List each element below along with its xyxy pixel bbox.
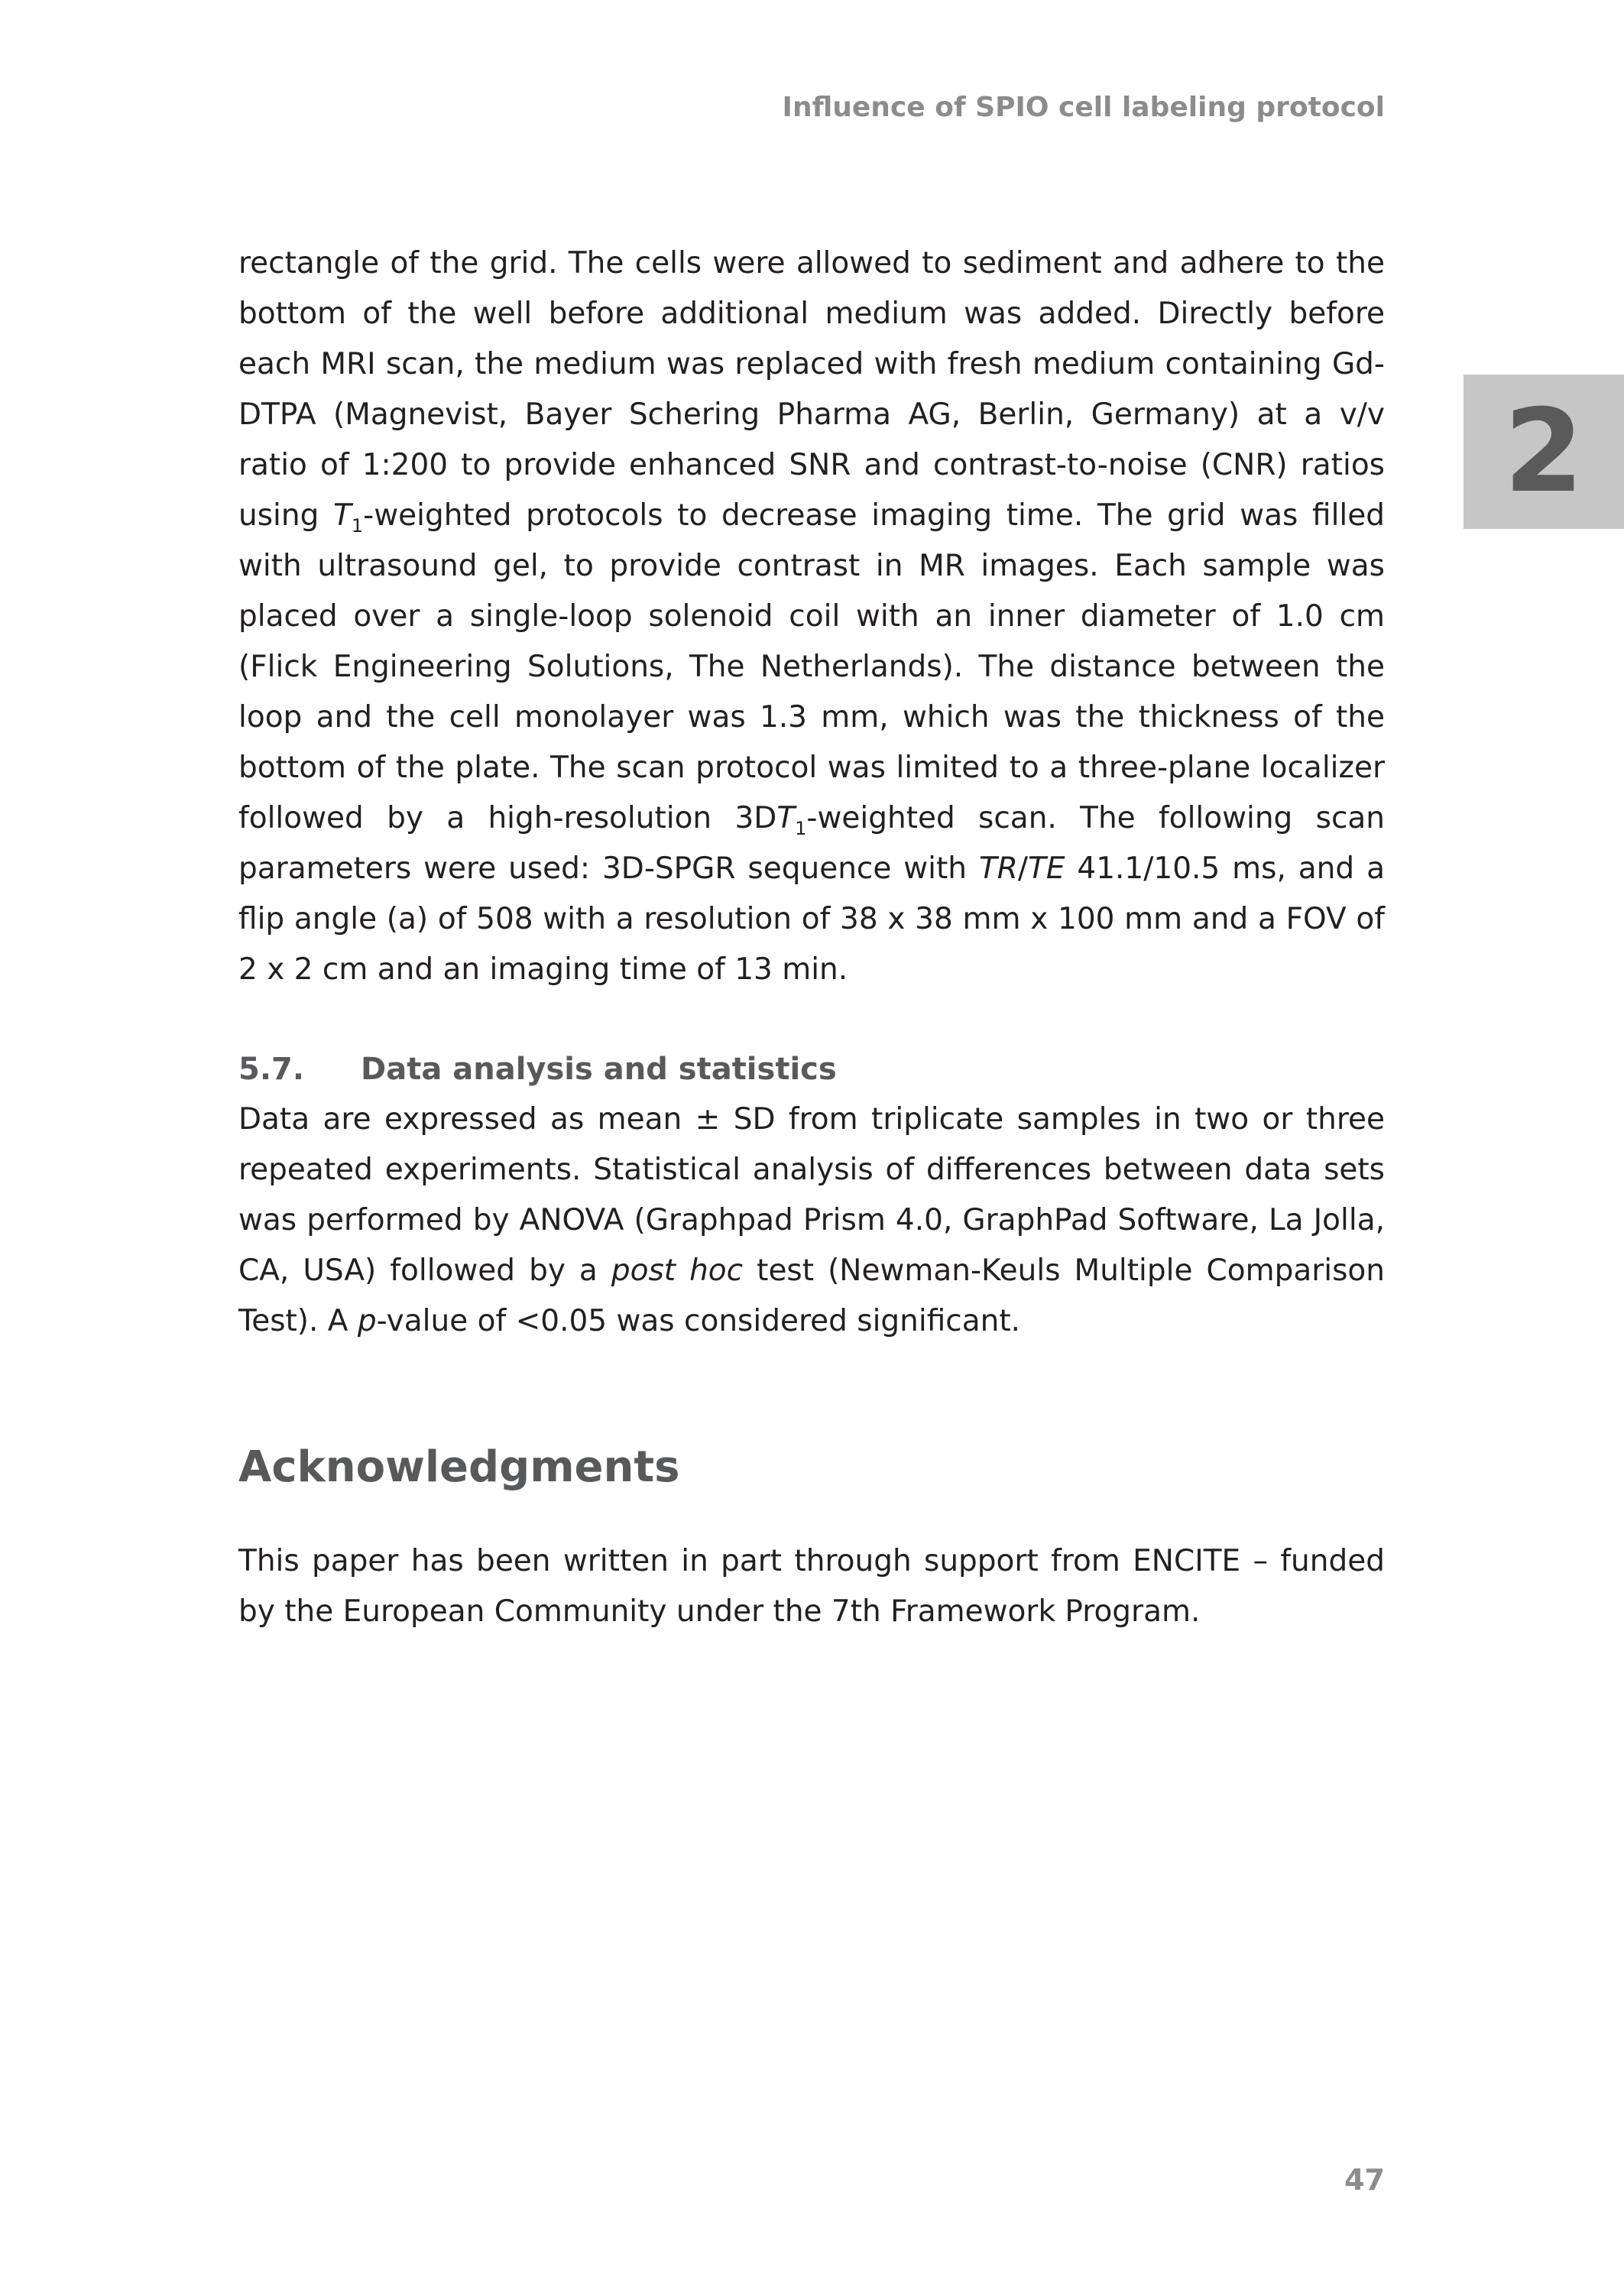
text-segment: Data are expressed as mean ± SD from triplicate samples in two or three repeated experiments. Statistical analysis of differences between data sets was performed by ANOVA (Graphpad Prism 4.0, GraphPad Software, La Jolla, CA, USA) followed by a [238, 1102, 1385, 1288]
text-segment: test (Newman-Keuls Multiple Comparison Test). A [238, 1254, 1385, 1338]
slash: / [1017, 851, 1029, 886]
acknowledgments-paragraph: This paper has been written in part through support from ENCITE – funded by the European Community under the 7th Framework Program. [238, 1544, 1385, 1629]
statistics-paragraph [238, 1095, 1385, 1347]
text-segment: rectangle of the grid. The cells were allowed to sediment and adhere to the bottom of the well before additional medium was added. Directly before each MRI scan, the medium was replaced with fresh medium containing Gd-DTPA (Magnevist, Bayer Schering Pharma AG, Berlin, Germany) at a v/v ratio of 1:200 to provide enhanced SNR and contrast-to-noise (CNR) ratios using [238, 246, 1385, 533]
t1-subscript: 1 [795, 817, 807, 839]
text-segment: -value of <0.05 was considered significant. [376, 1304, 1021, 1338]
t1-symbol: T [333, 498, 352, 533]
tr-symbol: TR [978, 851, 1018, 886]
section-heading [238, 1044, 1385, 1095]
post-hoc-term: post hoc [611, 1254, 744, 1288]
text-segment: -weighted scan. The following scan parameters were used: 3D-SPGR sequence with [238, 801, 1385, 886]
chapter-tab: 2 [1464, 375, 1624, 529]
running-header: Influence of SPIO cell labeling protocol [782, 92, 1385, 123]
main-content [238, 238, 1385, 1637]
te-symbol: TE [1028, 851, 1065, 886]
section-number: 5.7. [238, 1052, 305, 1087]
acknowledgments-heading: Acknowledgments [238, 1442, 680, 1492]
t1-subscript: 1 [351, 514, 364, 537]
text-segment: -weighted protocols to decrease imaging time. The grid was filled with ultrasound gel, to provide contrast in MR images. Each sample was placed over a single-loop solenoid coil with an inner diameter of 1.0 cm (Flick Engineering Solutions, The Netherlands). The distance between the loop and the cell monolayer was 1.3 mm, which was the thickness of the bottom of the plate. The scan protocol was limited to a three-plane localizer followed by a high-resolution 3D [238, 498, 1385, 835]
t1-symbol: T [776, 801, 796, 835]
p-symbol: p [357, 1304, 377, 1338]
page-number: 47 [1344, 2163, 1385, 2197]
methods-paragraph [238, 238, 1385, 995]
section-title: Data analysis and statistics [361, 1052, 837, 1087]
text-segment: 41.1/10.5 ms, and a flip angle (a) of 508 with a resolution of 38 x 38 mm x 100 mm and a FOV of 2 x 2 cm and an imaging time of 13 min. [238, 851, 1385, 987]
